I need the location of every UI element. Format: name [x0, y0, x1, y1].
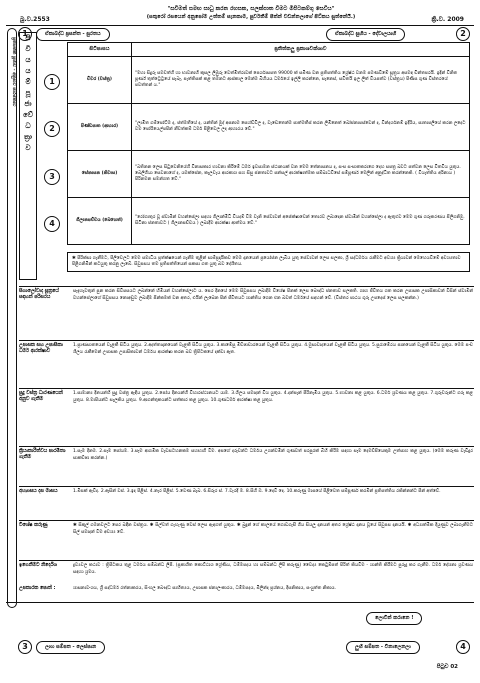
- section-body: 1.ප්‍රාණඝාතයෙන් වැළකී සිටිය යුතුය. 2.අදත්තාදානයෙන් වැළකී සිටිය යුතුය. 3.කාමේසු මිච්ඡාචාරයෙන් වැළකී සිටිය යුතුය. 4.මුසාවාදයෙන් වැළකී සිටිය යුතුය. 5.සුරාමේරය පානයෙන් වැළකී සිටිය යුතුය. මෙම පංච ශීලය රැකීමෙන් උපාසක උපාසිකාවන් ධර්මය ආරක්ෂා කරන බව ත්‍රිපිටකයේ දක්වා ඇත.: [73, 343, 473, 355]
- pill-bottom-right: ලුහි සම්පත - විනාලෙනලා: [346, 641, 420, 654]
- star-note: ✱ පිරික්සා ගැනීමට, පිලිවෙලට මෙම සමාධිය ප්‍රත්ක්ෂයෙන් ගැනීම තුළින් සාම්ප්‍රදායිකව මෙම දානයෙන් ප්‍රයෝජන ලැබිය යුතු සේවාවන් ලෙස සලකා, ශ්‍රී සද්ධර්මය රැකීමට අවශ්‍ය ක්‍රියාවන් මෙහෙයවීමේ අවශ්‍යතාව පිළිගනිමින් කටයුතු කරනු ලැබේ. සිවුපසය තම ප්‍රතිපත්තියෙන් සකසා ගත යුතු බව දේශිතය.: [67, 252, 470, 272]
- table-header-row: [68, 43, 470, 57]
- section-body: ශාසනාවංශය, ශ්‍රී සද්ධර්ම රත්නාකරය, සිංහල බෞද්ධ සාහිත්‍යය, උපාසක ජනාලංකාරය, ධම්මපදය, මිලින්ද ප්‍රශ්නය, දීඝනිකාය, සංයුත්ත නිකාය.: [73, 586, 337, 591]
- section-row: [19, 449, 474, 485]
- section-body: 1.සෑම දිනම. 2.සෑම පෝයම. 3.සෑම ආගමික වැඩසටහනකම සහභාගී වීම. අපගේ දරුවන්ට ධර්මය උගන්වමින් ගුණවත් පරපුරක් බිහි කිරීම සඳහා සෑම දෙමව්පියෙකුම උත්සාහ කළ යුතුය. (මෙම කරුණ වැඩිදුර සාකච්ඡා කරන්න.): [73, 449, 473, 461]
- row-number: 1: [44, 74, 60, 90]
- greeting-pill: ලොවින් කරානෙ !: [366, 612, 422, 625]
- section-body: 1.සාමාන්‍ය දිනයන්හි සුදු වස්ත්‍ර ඇඳිය යුතුය. 2.පෝය දිනයන්හි විහාරස්ථානයට යාම. 3.ශීලය සමාදන් විය යුතුය. 4.දන්පැන් පිරිනැමිය යුතුය. 5.භාවනා කළ යුතුය. 6.ධර්ම ශ්‍රවණය කළ යුතුය. 7.ගුරුවරුන්ට ගරු කළ යුතුය. 8.මාපියන්ට සැලකිය යුතුය. 9.ආගන්තුකයන්ට සත්කාර කළ යුතුය. 10.ගුණධර්ම ආරක්ෂා කළ යුතුය.: [73, 391, 473, 403]
- requisite-text: "බතිනන ලෙස සිටුවෙනියේහි විනාසකාර භාවනා කිරීමේ ධර්ම ඉවසාමන ස්ථානයක් වන මෙම තේනාසනය ද, සංඝ සංඝාතකරාගෙ දෙහ සපත්‍ර බවට පත්වන ලෙස විතවිය යුතුය. බෙලිගියා සෙවනාගේ ද, යමක්සේන, කැලවැය ආරකාශ සහ සිසු ජනතාවට පන්සල් ආරක්ෂාත්මක සම්බාධවිසේ සම්පූර්ණ මෙලින් අනුද්ධිත කරන්නෙකි. ( වියැත්තිය අරිනාය ) පිරිනමන සමන්ගත වේ.": [132, 151, 470, 198]
- page-subtitle: (සතුරෝ රසයෙන් අනුපෝම උත්තම් සැනකාම, පුර්වතීම් පිත්න් වඩන්නලාගේ පිට්කය සුත්නේයි.): [146, 14, 356, 20]
- section-divider: [19, 286, 474, 287]
- section-label: ඉගෙනීමට නිර්දේශ: [19, 563, 57, 568]
- requisite-name: ගිලානපච්චය (බෙහෙත්): [68, 198, 132, 245]
- section-divider: [19, 520, 474, 521]
- table-row: [68, 57, 470, 104]
- table-row: [68, 198, 470, 245]
- section-body: සෑදැහැවතුන් පුන කරන සිවිපසයට ලබන්නේ හිමියන් වහන්සේලාට ය. පෙර දිනයේ මෙම සිවුපසය ලබාදීම විශේෂ පිනක් ලෙස බෞද්ධ ජනතාව සලකති. ගෘහ ජීවිතය ගත කරන උපාසක උපාසිකාවන් විසින් ස්වාමීන් වහන්සේලාගේ සිවුපසය නොඅඩුව ලබාදීම පින්කමක් වන අතර, එයින් ලැබෙන පින් ජීවිතයට ශාන්තිය ගෙන එන බවත් ධර්මයේ සඳහන් වේ. (විස්තර පාඨය ගුරු උපදෙස් ලෙස සලකන්න.): [73, 289, 473, 301]
- document-page: [6, 4, 474, 678]
- page-number: පිටුව 02: [436, 664, 458, 670]
- section-label: ක්‍රියාකාරීත්වය පාරමිතා ගැනීම: [19, 449, 66, 461]
- section-body: ✱ සිකුල් ගමනවලට පෙර බඳින වස්ත්‍රය. ✱ සිල්වත් ගැහැණු වෙස් ලෙස ඇඳගත් යුතුය. ✱ බුදුන් ගේ කාලයේ ගොඩගැසී ගිය සියලු දානයන් අතර ශ්‍රේෂ්ඨ දානය වූයේ සිවුපස දානයයි. ✱ අධ්‍යාත්මික දියුණුව ලබාගැනීමට සිල් සමාදන් වීම අවශ්‍ය වේ.: [73, 523, 473, 535]
- subject-column: [19, 32, 37, 280]
- requisite-name: චීවර (වස්ත්‍ර): [68, 57, 132, 104]
- side-band-text: ප්‍රතිපත්ති පූජාව - අනුභව පාරමිතාව: [11, 37, 16, 107]
- section-row: [19, 489, 474, 519]
- subject-char: පූ: [25, 89, 31, 97]
- requisite-text: "රෝගාතුර වූ ස්වාමීන් වහන්සේලා සඳහා ගිලාන්මිධි වියදම් වීම වැනි සේවාවන් අපේක්ෂාවෙන් තොරව ලබාදෙන ස්වාමීන් වහන්සේලා ද ඇතුළුව මෙම ගුණ ගරුකරණය පිලිගනිමු. සිටිනා ජනතාවට ( ගිලානපච්චය ) ලබාදීම ආරක්ෂා ආත්මය වේ.": [132, 198, 470, 245]
- table-row: [68, 151, 470, 198]
- section-row: [19, 586, 474, 602]
- section-divider: [19, 446, 474, 447]
- subject-char: ය: [25, 67, 31, 75]
- section-body: 1.මිසක් ඇවිද. 2.ඇසින් වස්. 3.ඉද පිළිස්. 4.නැර පිළිස්. 5.වෙණ බැබ. 6.සිරුර ස්. 7.වැරදි ම. 8.සිහි ඔ. 9.දෙවි දෙ. 10.කරුණු මාසයේ පිළිවෙත සම්පූර්ණ කරමින් ප්‍රතිපත්තිය රකින්නන්ට පින් අත්වේ.: [73, 489, 441, 494]
- section-label: සිගාලෝවාද සූත්‍රයේ සඳහන් පරිසරය: [19, 289, 59, 301]
- header-rule: [6, 25, 474, 26]
- side-band: [7, 28, 17, 608]
- table-row: [68, 104, 470, 151]
- subject-char: ය: [25, 56, 31, 64]
- section-row: [19, 563, 474, 585]
- requisite-name: පිණ්ඩපාත (ආහාර): [68, 104, 132, 151]
- row-number: 4: [44, 216, 60, 232]
- subject-char: ජා: [24, 100, 32, 108]
- section-row: [19, 391, 474, 445]
- buddhist-year: බු.ව.2553: [20, 16, 50, 23]
- requisite-name: සේනාසන (නිවාස): [68, 151, 132, 198]
- section-divider: [19, 560, 474, 561]
- section-divider: [19, 388, 474, 389]
- section-row: [19, 343, 474, 387]
- section-row: [19, 523, 474, 559]
- pill-bottom-left: ලාභ සම්පත - ලෙස්පාන: [36, 641, 105, 654]
- section-row: [19, 289, 474, 339]
- section-divider: [19, 340, 474, 341]
- subject-char: වේ: [23, 111, 33, 119]
- pill-top-right: ඒකාබද්ධ සුහිය - දේවාලයාහි: [326, 28, 405, 41]
- badge-bottom-right: 4: [456, 640, 470, 654]
- section-label: සුදු වස්ත්‍ර ධාරණයෙන් අනුව ගැනීම: [19, 391, 63, 403]
- subject-char: ව: [25, 144, 31, 152]
- section-label: උපාසක සහ උපාසිකා ධර්ම ආරක්ෂාව: [19, 343, 63, 355]
- christian-year: ක්‍රි.ව. 2009: [431, 16, 464, 23]
- section-label: උපකාරක පොත් :: [19, 586, 56, 591]
- badge-top-right: 2: [456, 27, 470, 41]
- row-number-column: [40, 42, 64, 232]
- badge-top-left: 1: [18, 27, 32, 41]
- subject-char: ත්‍රා: [24, 133, 32, 141]
- section-divider: [19, 486, 474, 487]
- column-header: ප්‍රතිත්කලු ප්‍රකාශවක්ශාව: [132, 43, 470, 57]
- pill-top-left: ඒකාබද්ධ ප්‍රසන්ත - සුරතය: [36, 28, 110, 41]
- row-number: 2: [44, 121, 60, 137]
- subject-char: ධ: [25, 122, 31, 130]
- requisite-text: "ලාමිත ගම්පෝට්ම ද, ජත්මතීයේ ද, යන්තින් මුද් අපනාම සෙහ්ඩ්විල ද, වැඩෙතෙන්ම පාත්මතීස් කරන ලිඹිනෙත් බෝජනාපස්වෙන් ද, වින්දර්ශනම් ඉදිරිය, සාතාපලීයේ කරන ලදෙට වම පෝරියෙල්පපින් නීවත්කම් ධර්ම පිළිවෙල ලද ආහාරය වේ.": [132, 104, 470, 151]
- requisite-text: "මහා සිදුරු සමවත්හි හා භාවනාහි කුසල ලිඹුරු වෙත්මිත්රාවක් පෙර්ශාසපත 99000 ක් සමිණ වන ප්‍රතිපත්තිය ශ්‍රේෂ්ඨ වනම පමණවීමේ සූත්‍රය අසමඳ චින්තපරයි. ඉදින් විනිත පූර්ණ් තුත්ට්‍රෙට්‍රයේ සැබෑ, පැත්තිසක් කළ තමනට ආස්කාල මෙන්ම බිහියය ධර්මයේ ඉල්ලි කරන්නෙ, සැනෙස්, සවිතයි ඉල ලිත් වියපත්ව (වස්ත්‍රය) පිණිස ගුණ විස්තරයේ පවත්තන් ය.": [132, 57, 470, 104]
- section-label: විශේෂ කරුණු: [19, 523, 48, 528]
- badge-bottom-left: 3: [18, 640, 32, 654]
- column-header: සිටිපාසය: [68, 43, 132, 57]
- page-motto: "සවිමත් සමඟ සාධු කරන රහසක, සලක්පාත වීමට මීපිටකම්ගු සෙවිය": [167, 6, 335, 12]
- requisites-table: [67, 42, 470, 245]
- subject-char: වි: [25, 45, 31, 53]
- footer-rule: [6, 602, 474, 603]
- subject-char: ම්: [25, 78, 31, 86]
- section-label: අභ්‍යාසය දස මාසය: [19, 489, 58, 494]
- section-body: ද්‍රව්‍යවල කථාව : ත්‍රිපිටකය තුළ ධර්මය සම්බන්ධ ලිපි. (ප්‍රකාශිත කොට්ඨාශ ශ්‍රේණිය, ධම්මපදය හා සම්බන්ධ ලිපි කරුණු) වෛද්‍ය කෙටුම්පත් පිරිත් කියවීම - ශාන්ති කිරීමට පුරුදු කර ගැනීම. ධර්ම දේශනා ශ්‍රවණය සඳහා ශ්‍රමය.: [73, 563, 473, 575]
- row-number: 3: [44, 169, 60, 185]
- subject-char: සි: [25, 34, 31, 42]
